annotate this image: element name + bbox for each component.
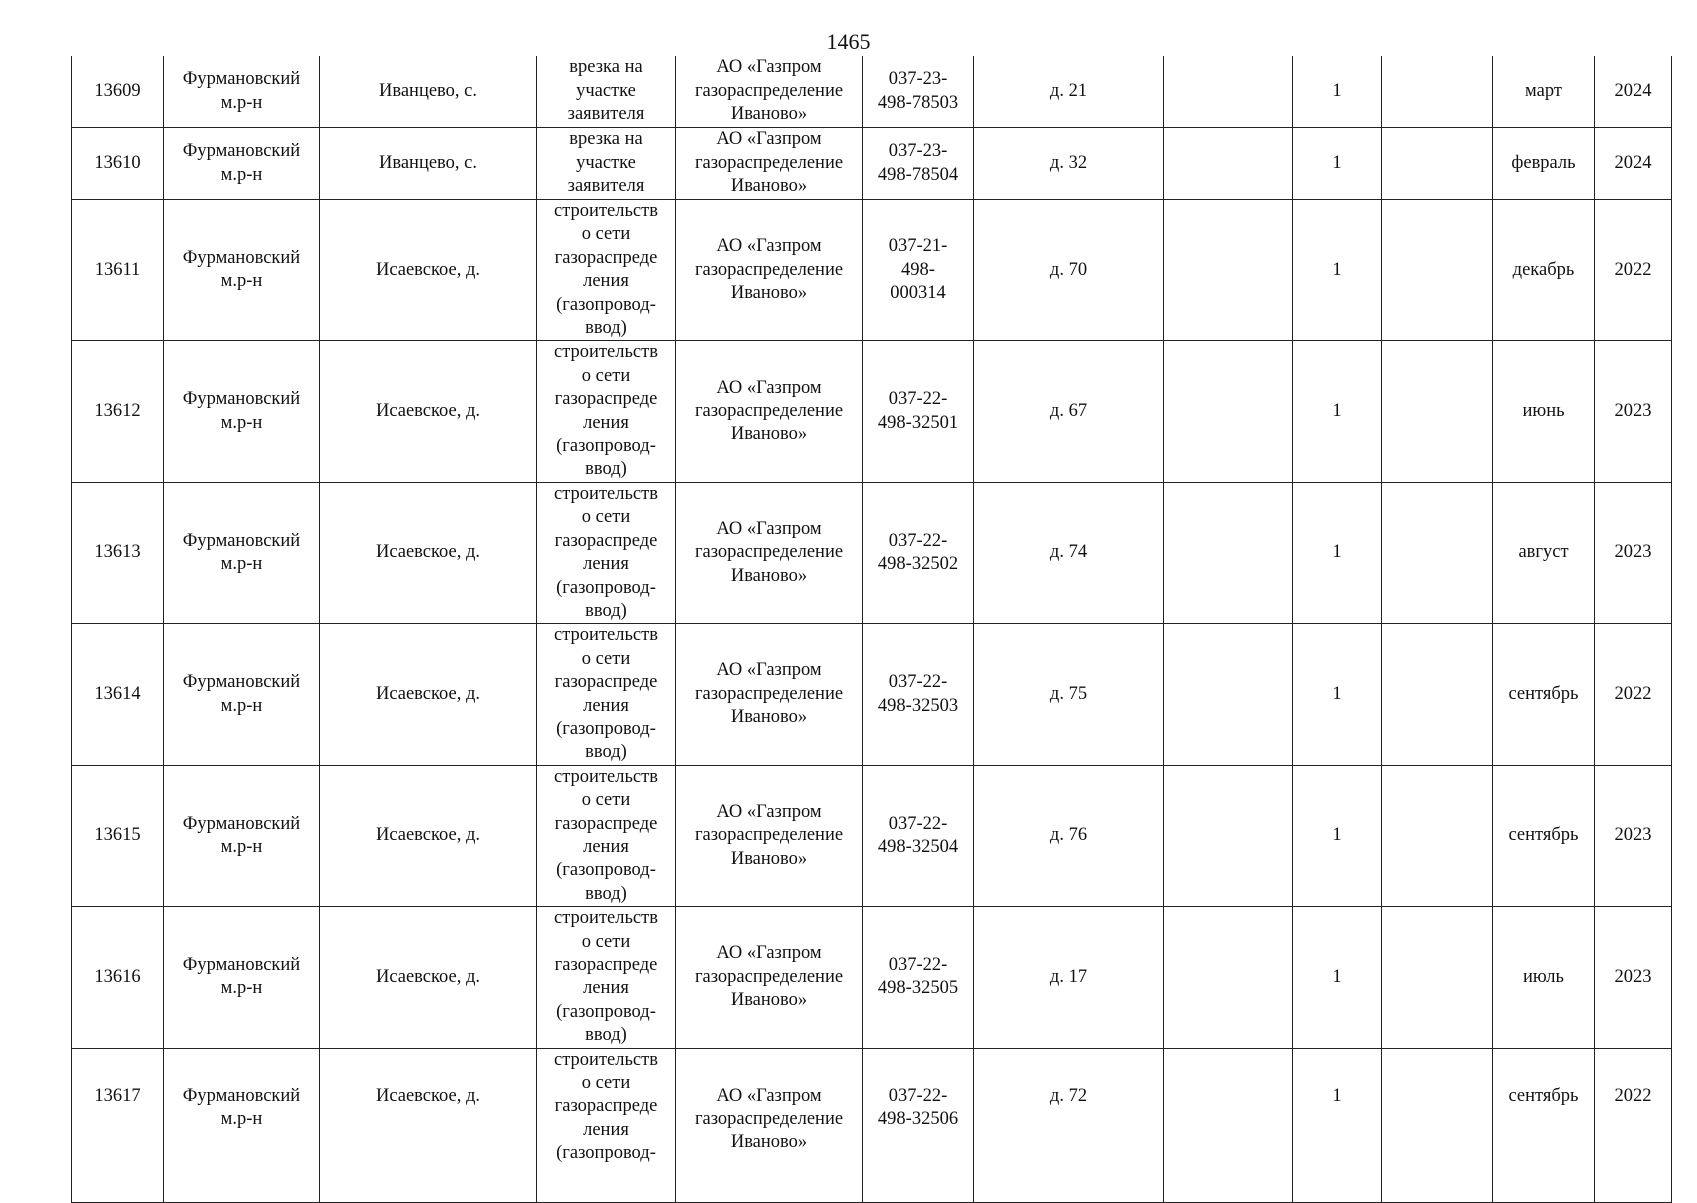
- cell-number: 13612: [72, 341, 164, 482]
- table-row: [72, 341, 1672, 482]
- cell-year: 2023: [1595, 765, 1672, 906]
- cell-month: июль: [1493, 907, 1595, 1048]
- cell-organization: АО «Газпром газораспределение Иваново»: [676, 624, 863, 765]
- cell-district: Фурмановский м.р-н: [164, 341, 320, 482]
- cell-empty-8: [1164, 907, 1293, 1048]
- cell-number: 13609: [72, 56, 164, 128]
- cell-empty-8: [1164, 56, 1293, 128]
- cell-empty-8: [1164, 1048, 1293, 1202]
- registry-table: [71, 56, 1672, 1203]
- cell-year: 2022: [1595, 200, 1672, 341]
- cell-quantity: 1: [1293, 128, 1382, 200]
- table-row: [72, 128, 1672, 200]
- cell-address: д. 76: [974, 765, 1164, 906]
- page-number: 1465: [826, 29, 871, 54]
- table-row: [72, 482, 1672, 623]
- cell-organization: АО «Газпром газораспределение Иваново»: [676, 765, 863, 906]
- cell-work-type: строительств о сети газораспреде ления (газопровод- ввод): [537, 624, 676, 765]
- cell-year: 2023: [1595, 907, 1672, 1048]
- table-row: [72, 1048, 1672, 1202]
- cell-quantity: 1: [1293, 765, 1382, 906]
- cell-code: 037-22- 498-32503: [863, 624, 974, 765]
- table-row: [72, 624, 1672, 765]
- cell-organization: АО «Газпром газораспределение Иваново»: [676, 200, 863, 341]
- cell-code: 037-22- 498-32505: [863, 907, 974, 1048]
- table-row: [72, 56, 1672, 128]
- cell-work-type: врезка на участке заявителя: [537, 128, 676, 200]
- cell-district: Фурмановский м.р-н: [164, 624, 320, 765]
- cell-empty-10: [1382, 1048, 1493, 1202]
- cell-number: 13617: [72, 1048, 164, 1202]
- cell-organization: АО «Газпром газораспределение Иваново»: [676, 1048, 863, 1202]
- cell-code: 037-23- 498-78504: [863, 128, 974, 200]
- cell-address: д. 74: [974, 482, 1164, 623]
- cell-empty-10: [1382, 907, 1493, 1048]
- cell-organization: АО «Газпром газораспределение Иваново»: [676, 128, 863, 200]
- cell-organization: АО «Газпром газораспределение Иваново»: [676, 907, 863, 1048]
- cell-month: февраль: [1493, 128, 1595, 200]
- cell-number: 13613: [72, 482, 164, 623]
- cell-empty-10: [1382, 482, 1493, 623]
- cell-quantity: 1: [1293, 1048, 1382, 1202]
- cell-work-type: строительств о сети газораспреде ления (газопровод-: [537, 1048, 676, 1202]
- cell-address: д. 70: [974, 200, 1164, 341]
- cell-empty-10: [1382, 765, 1493, 906]
- cell-quantity: 1: [1293, 200, 1382, 341]
- cell-address: д. 72: [974, 1048, 1164, 1202]
- table-row: [72, 907, 1672, 1048]
- cell-organization: АО «Газпром газораспределение Иваново»: [676, 482, 863, 623]
- cell-locality: Исаевское, д.: [320, 482, 537, 623]
- cell-work-type: строительств о сети газораспреде ления (газопровод- ввод): [537, 907, 676, 1048]
- cell-empty-10: [1382, 56, 1493, 128]
- cell-locality: Исаевское, д.: [320, 200, 537, 341]
- cell-month: декабрь: [1493, 200, 1595, 341]
- cell-address: д. 32: [974, 128, 1164, 200]
- cell-district: Фурмановский м.р-н: [164, 1048, 320, 1202]
- table-row: [72, 765, 1672, 906]
- cell-code: 037-23- 498-78503: [863, 56, 974, 128]
- cell-work-type: врезка на участке заявителя: [537, 56, 676, 128]
- cell-empty-8: [1164, 341, 1293, 482]
- cell-quantity: 1: [1293, 624, 1382, 765]
- cell-locality: Исаевское, д.: [320, 907, 537, 1048]
- cell-locality: Иванцево, с.: [320, 128, 537, 200]
- cell-work-type: строительств о сети газораспреде ления (газопровод- ввод): [537, 200, 676, 341]
- cell-year: 2022: [1595, 624, 1672, 765]
- cell-month: сентябрь: [1493, 765, 1595, 906]
- cell-code: 037-21- 498- 000314: [863, 200, 974, 341]
- cell-organization: АО «Газпром газораспределение Иваново»: [676, 341, 863, 482]
- cell-district: Фурмановский м.р-н: [164, 200, 320, 341]
- cell-address: д. 21: [974, 56, 1164, 128]
- cell-address: д. 75: [974, 624, 1164, 765]
- cell-empty-8: [1164, 482, 1293, 623]
- cell-district: Фурмановский м.р-н: [164, 907, 320, 1048]
- cell-number: 13610: [72, 128, 164, 200]
- cell-organization: АО «Газпром газораспределение Иваново»: [676, 56, 863, 128]
- cell-code: 037-22- 498-32502: [863, 482, 974, 623]
- cell-number: 13615: [72, 765, 164, 906]
- cell-number: 13616: [72, 907, 164, 1048]
- cell-empty-8: [1164, 624, 1293, 765]
- cell-locality: Иванцево, с.: [320, 56, 537, 128]
- cell-year: 2022: [1595, 1048, 1672, 1202]
- cell-quantity: 1: [1293, 56, 1382, 128]
- cell-year: 2023: [1595, 482, 1672, 623]
- cell-district: Фурмановский м.р-н: [164, 765, 320, 906]
- cell-month: сентябрь: [1493, 624, 1595, 765]
- cell-work-type: строительств о сети газораспреде ления (газопровод- ввод): [537, 341, 676, 482]
- cell-empty-10: [1382, 341, 1493, 482]
- cell-month: июнь: [1493, 341, 1595, 482]
- cell-locality: Исаевское, д.: [320, 1048, 537, 1202]
- cell-address: д. 17: [974, 907, 1164, 1048]
- cell-empty-8: [1164, 765, 1293, 906]
- cell-code: 037-22- 498-32501: [863, 341, 974, 482]
- cell-code: 037-22- 498-32504: [863, 765, 974, 906]
- cell-empty-8: [1164, 200, 1293, 341]
- cell-locality: Исаевское, д.: [320, 341, 537, 482]
- cell-work-type: строительств о сети газораспреде ления (газопровод- ввод): [537, 765, 676, 906]
- cell-empty-8: [1164, 128, 1293, 200]
- cell-number: 13611: [72, 200, 164, 341]
- cell-address: д. 67: [974, 341, 1164, 482]
- cell-month: март: [1493, 56, 1595, 128]
- cell-quantity: 1: [1293, 907, 1382, 1048]
- table-row: [72, 200, 1672, 341]
- cell-work-type: строительств о сети газораспреде ления (газопровод- ввод): [537, 482, 676, 623]
- cell-quantity: 1: [1293, 341, 1382, 482]
- cell-empty-10: [1382, 624, 1493, 765]
- cell-district: Фурмановский м.р-н: [164, 128, 320, 200]
- cell-empty-10: [1382, 128, 1493, 200]
- cell-year: 2023: [1595, 341, 1672, 482]
- cell-month: август: [1493, 482, 1595, 623]
- cell-number: 13614: [72, 624, 164, 765]
- cell-quantity: 1: [1293, 482, 1382, 623]
- cell-locality: Исаевское, д.: [320, 624, 537, 765]
- cell-year: 2024: [1595, 56, 1672, 128]
- cell-empty-10: [1382, 200, 1493, 341]
- cell-locality: Исаевское, д.: [320, 765, 537, 906]
- cell-year: 2024: [1595, 128, 1672, 200]
- cell-code: 037-22- 498-32506: [863, 1048, 974, 1202]
- cell-district: Фурмановский м.р-н: [164, 56, 320, 128]
- cell-district: Фурмановский м.р-н: [164, 482, 320, 623]
- cell-month: сентябрь: [1493, 1048, 1595, 1202]
